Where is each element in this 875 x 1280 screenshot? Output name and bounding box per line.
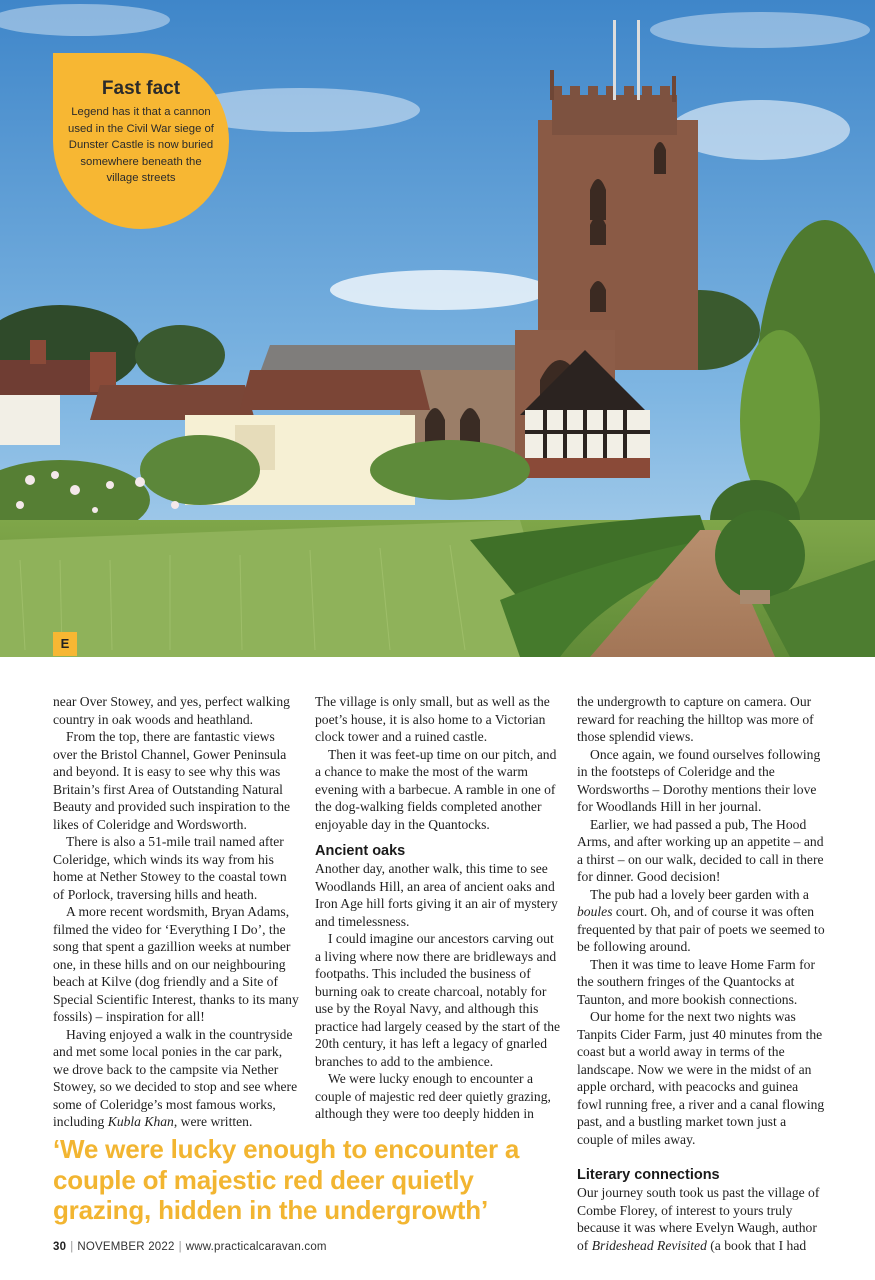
paragraph-text: (a book that I had <box>706 1237 807 1253</box>
fast-fact-title: Fast fact <box>101 78 181 99</box>
pull-quote: ‘We were lucky enough to encounter a couple of majestic red deer quietly grazing, hidden in the undergrowth’ <box>53 1134 520 1225</box>
paragraph: Earlier, we had passed a pub, The Hood Arms, and after working up an appetite – and a thirst – on our walk, decided to call in there for dinner. Good decision! <box>577 816 824 884</box>
paragraph <box>577 1184 825 1254</box>
paragraph: There is also a 51-mile trail named after Coleridge, which winds its way from his home at Nether Stowey to the coastal town of Porlock, traversing hills and heath. <box>53 834 287 902</box>
paragraph-text: , were written. <box>173 1114 253 1129</box>
paragraph <box>53 1026 299 1131</box>
article-column-3 <box>577 693 825 1254</box>
paragraph: Our home for the next two nights was Tanpits Cider Farm, just 40 minutes from the coast but a world away in terms of the landscape. Now we were in the midst of an apple orchard, with peacocks and guinea fowl running free, a river and a canal flowing past, and a bustling market town just a couple of miles away. <box>577 1009 825 1147</box>
photo-marker-badge: E <box>53 632 77 656</box>
paragraph: Another day, another walk, this time to see Woodlands Hill, an area of ancient oaks and Iron Age hill forts giving it an air of mystery and timelessness. <box>315 861 558 929</box>
page-footer <box>53 1241 327 1253</box>
website-link[interactable]: www.practicalcaravan.com <box>185 1241 327 1253</box>
paragraph: A more recent wordsmith, Bryan Adams, filmed the video for ‘Everything I Do’, the song that spent a gazillion weeks at number one, in these hills and on our neighbouring beach at Kilve (dog friendly and a Site of Special Scientific Interest, thanks to its many fossils) – inspiration for all! <box>53 904 299 1024</box>
italic-title: Brideshead Revisited <box>591 1237 707 1253</box>
footer-divider: | <box>70 1241 74 1253</box>
footer-divider: | <box>178 1241 182 1253</box>
paragraph: near Over Stowey, and yes, perfect walking country in oak woods and heathland. <box>53 694 290 727</box>
paragraph: Once again, we found ourselves following in the footsteps of Coleridge and the Wordsworths – Dorothy mentions their love for Woodlands Hill in her journal. <box>577 746 821 814</box>
issue-date: NOVEMBER 2022 <box>77 1241 175 1253</box>
page-number: 30 <box>53 1241 67 1253</box>
paragraph-text: The pub had a lovely beer garden with a <box>590 886 809 902</box>
section-heading: Ancient oaks <box>315 843 406 859</box>
paragraph: From the top, there are fantastic views over the Bristol Channel, Gower Peninsula and beyond. It is easy to see why this was Britain’s first Area of Outstanding Natural Beauty and provided such inspiration to the likes of Coleridge and Wordsworth. <box>53 729 291 832</box>
paragraph <box>577 886 825 956</box>
paragraph: I could imagine our ancestors carving out a living where now there are bridleways and footpaths. This included the business of burning oak to create charcoal, notably for use by the Royal Navy, and although this practice had largely ceased by the start of the 20th century, it has left a legacy of gnarled branches to add to the ambience. <box>315 931 561 1069</box>
article-column-1 <box>53 693 299 1131</box>
fast-fact-text: Legend has it that a cannon used in the Civil War siege of Dunster Castle is now buried somewhere beneath the village streets <box>68 106 214 185</box>
paragraph: Then it was time to leave Home Farm for the southern fringes of the Quantocks at Taunton, and more bookish connections. <box>577 956 815 1007</box>
section-heading: Literary connections <box>577 1167 720 1183</box>
paragraph-text: Having enjoyed a walk in the countryside and met some local ponies in the car park, we drove back to the campsite via Nether Stowey, so we decided to stop and see where some of Coleridge’s most famous works, including <box>53 1026 298 1129</box>
article-column-2 <box>315 693 561 1123</box>
paragraph-text: Our journey south took us past the village of Combe Florey, of interest to yours truly because it was where Evelyn Waugh, author of <box>577 1185 820 1253</box>
paragraph: the undergrowth to capture on camera. Our reward for reaching the hilltop was more of those splendid views. <box>577 694 814 744</box>
italic-word: boules <box>577 904 613 919</box>
paragraph: The village is only small, but as well as the poet’s house, it is also home to a Victorian clock tower and a ruined castle. <box>315 694 550 744</box>
paragraph-text: court. Oh, and of course it was often frequented by that pair of poets we seemed to be following around. <box>577 904 825 954</box>
italic-title: Kubla Khan <box>107 1114 174 1129</box>
paragraph: Then it was feet-up time on our pitch, and a chance to make the most of the warm evening with a barbecue. A ramble in one of the dog-walking fields completed another enjoyable day in the Quantocks. <box>315 746 557 832</box>
paragraph: We were lucky enough to encounter a couple of majestic red deer quietly grazing, although they were too deeply hidden in <box>315 1071 551 1121</box>
fast-fact-callout <box>53 53 229 229</box>
